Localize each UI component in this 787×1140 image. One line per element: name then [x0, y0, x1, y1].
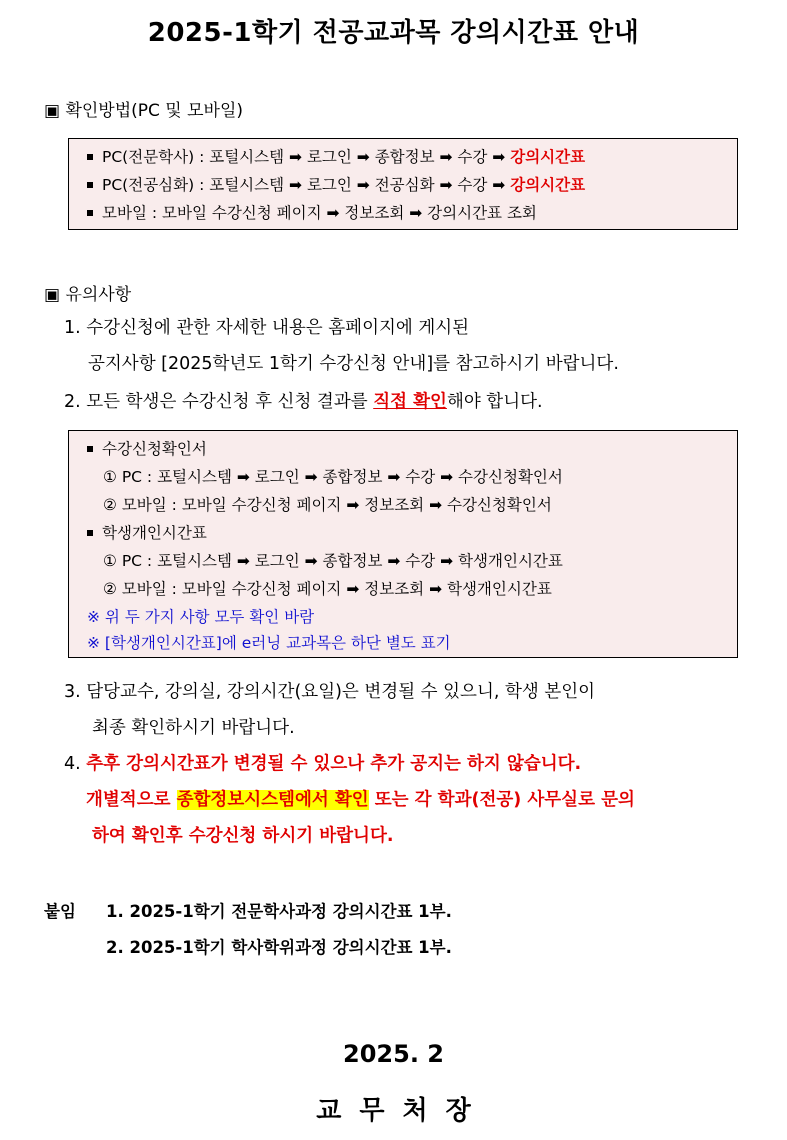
check-method-row-mobile: 모바일 : 모바일 수강신청 페이지 ➡ 정보조회 ➡ 강의시간표 조회 — [87, 201, 537, 223]
note-item-1-line-2: 공지사항 [2025학년도 1학기 수강신청 안내]를 참고하시기 바랍니다. — [88, 354, 619, 374]
note-item-4-line-3: 하여 확인후 수강신청 하시기 바랍니다. — [92, 826, 394, 846]
note-item-3-line-2: 최종 확인하시기 바랍니다. — [92, 718, 295, 738]
timetable-highlight: 강의시간표 — [510, 176, 586, 194]
personal-timetable-mobile: ② 모바일 : 모바일 수강신청 페이지 ➡ 정보조회 ➡ 학생개인시간표 — [103, 580, 552, 598]
square-bullet-icon — [87, 530, 93, 536]
confirmation-box — [68, 430, 738, 658]
notes-heading: ▣ 유의사항 — [44, 285, 132, 305]
group-enrollment-confirmation: 수강신청확인서 — [87, 437, 207, 459]
enrollment-confirmation-mobile: ② 모바일 : 모바일 수강신청 페이지 ➡ 정보조회 ➡ 수강신청확인서 — [103, 496, 552, 514]
timetable-highlight: 강의시간표 — [510, 148, 586, 166]
note-item-4-line-1: 4. 추후 강의시간표가 변경될 수 있으나 추가 공지는 하지 않습니다. — [64, 754, 582, 774]
group-personal-timetable: 학생개인시간표 — [87, 521, 207, 543]
enrollment-confirmation-pc: ① PC : 포털시스템 ➡ 로그인 ➡ 종합정보 ➡ 수강 ➡ 수강신청확인서 — [103, 468, 563, 486]
note-item-3-line-1: 3. 담당교수, 강의실, 강의시간(요일)은 변경될 수 있으니, 학생 본인이 — [64, 682, 596, 702]
note-item-1-line-1: 1. 수강신청에 관한 자세한 내용은 홈페이지에 게시된 — [64, 318, 470, 338]
attachment-label: 붙임 — [44, 902, 76, 921]
direct-check-emphasis: 직접 확인 — [373, 392, 447, 412]
square-bullet-icon — [87, 210, 93, 216]
note-item-4-line-2: 개별적으로 종합정보시스템에서 확인 또는 각 학과(전공) 사무실로 문의 — [86, 790, 635, 810]
page-title: 2025-1학기 전공교과목 강의시간표 안내 — [147, 18, 640, 48]
personal-timetable-pc: ① PC : 포털시스템 ➡ 로그인 ➡ 종합정보 ➡ 수강 ➡ 학생개인시간표 — [103, 552, 563, 570]
system-check-highlight: 종합정보시스템에서 확인 — [176, 790, 369, 810]
square-bullet-icon — [87, 446, 93, 452]
check-method-heading: ▣ 확인방법(PC 및 모바일) — [44, 101, 244, 121]
square-bullet-icon — [87, 182, 93, 188]
check-method-row-pc-advanced: PC(전공심화) : 포털시스템 ➡ 로그인 ➡ 전공심화 ➡ 수강 ➡ 강의시간표 — [87, 173, 585, 195]
attachment-item-2: 2. 2025-1학기 학사학위과정 강의시간표 1부. — [106, 938, 452, 957]
check-method-box — [68, 138, 738, 230]
box-note-check-both: ※ 위 두 가지 사항 모두 확인 바람 — [87, 608, 315, 626]
square-bullet-icon — [87, 154, 93, 160]
attachment-item-1: 1. 2025-1학기 전문학사과정 강의시간표 1부. — [106, 902, 452, 921]
box-note-elearning: ※ [학생개인시간표]에 e러닝 교과목은 하단 별도 표기 — [87, 634, 451, 652]
check-method-row-pc-associate: PC(전문학사) : 포털시스템 ➡ 로그인 ➡ 종합정보 ➡ 수강 ➡ 강의시간표 — [87, 145, 585, 167]
note-item-2: 2. 모든 학생은 수강신청 후 신청 결과를 직접 확인해야 합니다. — [64, 392, 543, 412]
document-date: 2025. 2 — [343, 1040, 444, 1068]
signature-office: 교무처장 — [316, 1096, 489, 1126]
